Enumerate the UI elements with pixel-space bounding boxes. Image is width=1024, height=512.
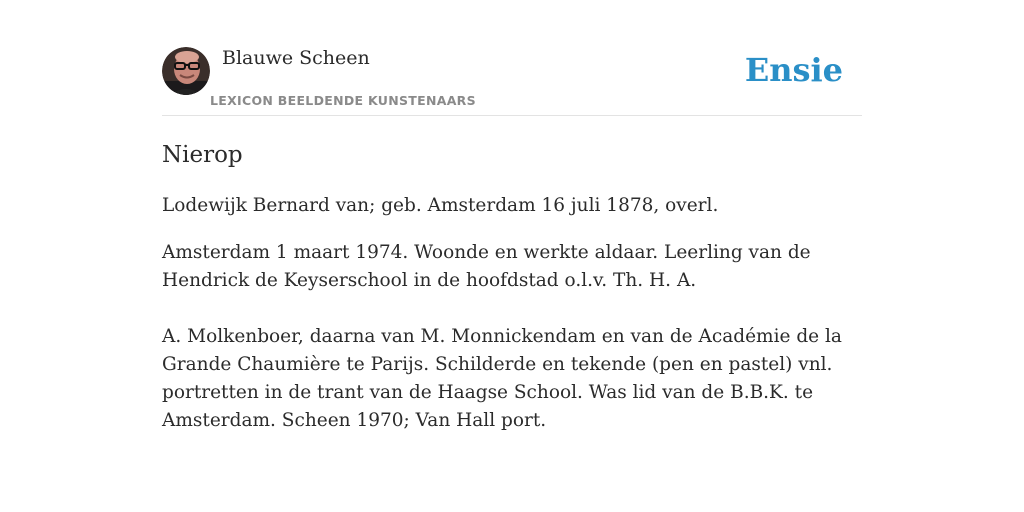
author-name[interactable]: Blauwe Scheen xyxy=(222,47,370,69)
article-paragraph: Lodewijk Bernard van; geb. Amsterdam 16 juli 1878, overl. xyxy=(162,195,719,216)
page-title: Nierop xyxy=(162,142,243,168)
source-label[interactable]: LEXICON BEELDENDE KUNSTENAARS xyxy=(210,93,476,108)
ensie-logo[interactable]: Ensie xyxy=(744,51,843,89)
article-paragraph: Amsterdam 1 maart 1974. Woonde en werkte aldaar. Leerling van de Hendrick de Keyserschool in de hoofdstad o.l.v. Th. H. A. xyxy=(162,242,811,291)
article-card xyxy=(162,0,862,431)
article-header xyxy=(162,0,862,116)
article-paragraph: A. Molkenboer, daarna van M. Monnickendam en van de Académie de la Grande Chaumière te Parijs. Schilderde en tekende (pen en pastel) vnl. portretten in de trant van de Haagse School. Was lid van de B.B.K. te Amsterdam. Scheen 1970; Van Hall port. xyxy=(162,326,842,431)
article-body xyxy=(162,192,862,435)
author-avatar[interactable] xyxy=(162,47,210,95)
